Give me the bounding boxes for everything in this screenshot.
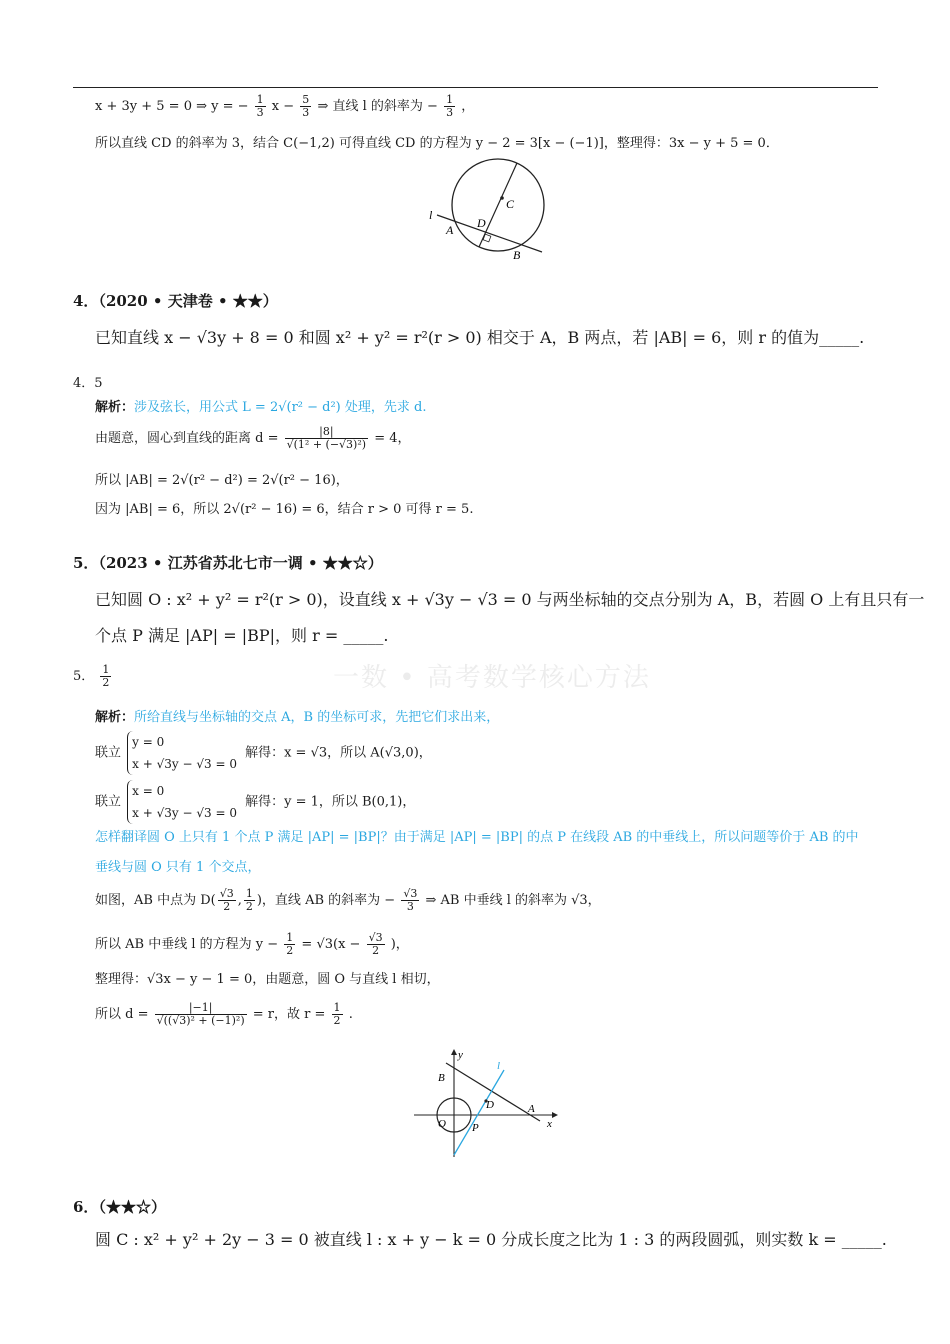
label-d: D bbox=[486, 1099, 494, 1111]
circle-chord-figure bbox=[420, 155, 560, 265]
analysis-5-hint: 解析：所给直线与坐标轴的交点 A，B 的坐标可求，先把它们求出来， bbox=[95, 710, 500, 725]
line-ab bbox=[446, 1063, 540, 1121]
question-5-text-1: 已知圆 O : x² + y² = r²(r > 0)，设直线 x + √3y − √3 = 0 与两坐标轴的交点分别为 A，B，若圆 O 上有且只有一 bbox=[95, 590, 925, 609]
analysis-5-step1: 如图，AB 中点为 D( $\frac{√3}{2}$ , $\frac{1}{2}$ )，直线 AB 的斜率为 − $\frac{√3}{3}$ ⇒ AB 中垂线 l 的斜率为 √3， bbox=[95, 887, 601, 913]
label-l: l bbox=[429, 208, 433, 222]
answer-4: 4．5 bbox=[73, 376, 103, 391]
analysis-4-step1: 由题意，圆心到直线的距离 d = $\frac{|8|}{\text{√(1² + (−√3)²)}}$ = 4， bbox=[95, 425, 411, 451]
label-b: B bbox=[438, 1072, 445, 1084]
label-o: O bbox=[438, 1118, 446, 1130]
watermark: 一数 • 高考数学核心方法 bbox=[333, 663, 651, 693]
question-6-text: 圆 C : x² + y² + 2y − 3 = 0 被直线 l : x + y − k = 0 分成长度之比为 1 : 3 的两段圆弧，则实数 k = _____. bbox=[95, 1230, 887, 1249]
analysis-5-hint2-line2: 垂线与圆 O 只有 1 个交点， bbox=[95, 860, 261, 875]
solution-line-cd: 所以直线 CD 的斜率为 3，结合 C(−1,2) 可得直线 CD 的方程为 y − 2 = 3[x − (−1)]，整理得：3x − y + 5 = 0． bbox=[95, 136, 779, 151]
analysis-5-system-2: 联立 x = 0 x + √3y − √3 = 0 解得：y = 1，所以 B(0,1)， bbox=[95, 780, 415, 824]
question-5-text-2: 个点 P 满足 |AP| = |BP|，则 r = _____. bbox=[95, 626, 389, 645]
question-4-header: 4．（2020 • 天津卷 • ★★） bbox=[73, 292, 278, 310]
coordinate-figure bbox=[412, 1045, 562, 1160]
y-axis-arrow bbox=[451, 1049, 457, 1055]
label-p: P bbox=[472, 1122, 479, 1134]
question-4-text: 已知直线 x − √3y + 8 = 0 和圆 x² + y² = r²(r > 0) 相交于 A，B 两点，若 |AB| = 6，则 r 的值为_____. bbox=[95, 328, 865, 347]
analysis-5-hint2-line1: 怎样翻译圆 O 上只有 1 个点 P 满足 |AP| = |BP|？由于满足 |AP| = |BP| 的点 P 在线段 AB 的中垂线上，所以问题等价于 AB 的中 bbox=[95, 830, 859, 845]
label-a: A bbox=[446, 223, 454, 237]
label-y: y bbox=[458, 1049, 463, 1061]
question-6-header: 6．（★★☆） bbox=[73, 1198, 166, 1216]
answer-5: 5． $\frac{1}{2}$ bbox=[73, 663, 110, 689]
solution-line-slope: x + 3y + 5 = 0 ⇒ y = − $\frac{1}{3}$ x − $\frac{5}{3}$ ⇒ 直线 l 的斜率为 − $\frac{1}{3}$ ， bbox=[95, 93, 475, 119]
label-d: D bbox=[477, 216, 486, 230]
analysis-5-step3: 整理得：√3x − y − 1 = 0，由题意，圆 O 与直线 l 相切， bbox=[95, 972, 440, 987]
analysis-4-hint: 解析：涉及弦长，用公式 L = 2√(r² − d²) 处理，先求 d. bbox=[95, 400, 427, 415]
label-x: x bbox=[547, 1118, 552, 1130]
header-rule bbox=[73, 87, 878, 88]
x-axis-arrow bbox=[552, 1112, 558, 1118]
label-b: B bbox=[513, 248, 521, 262]
point-c bbox=[500, 196, 504, 200]
label-c: C bbox=[506, 197, 515, 211]
question-5-header: 5．（2023 • 江苏省苏北七市一调 • ★★☆） bbox=[73, 554, 383, 572]
analysis-4-step2: 所以 |AB| = 2√(r² − d²) = 2√(r² − 16)， bbox=[95, 473, 349, 488]
analysis-5-step2: 所以 AB 中垂线 l 的方程为 y − $\frac{1}{2}$ = √3(x − $\frac{√3}{2}$ )， bbox=[95, 931, 409, 957]
label-a: A bbox=[528, 1103, 535, 1115]
analysis-5-system-1: 联立 y = 0 x + √3y − √3 = 0 解得：x = √3，所以 A(√3,0)， bbox=[95, 731, 432, 775]
analysis-4-step3: 因为 |AB| = 6，所以 2√(r² − 16) = 6，结合 r > 0 可得 r = 5. bbox=[95, 502, 474, 517]
label-l: l bbox=[497, 1060, 501, 1072]
analysis-5-step4: 所以 d = $\frac{|-1|}{\text{√((√3)² + (−1)²)}}$ = r，故 r = $\frac{1}{2}$ . bbox=[95, 1001, 353, 1027]
